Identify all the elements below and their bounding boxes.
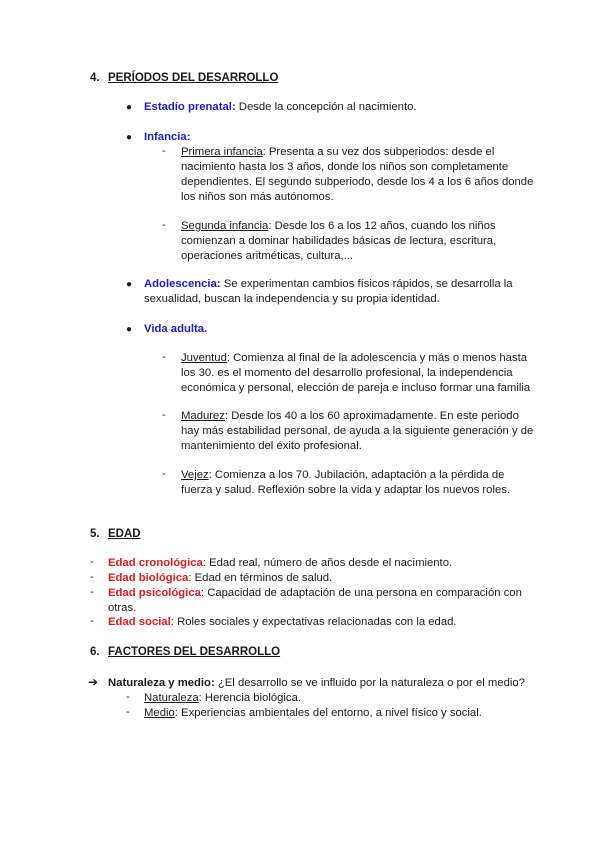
primera-infancia-line: dependientes. El segundo subperiodo, desde los 4 a los 6 años donde — [181, 176, 534, 188]
bullet-icon: ● — [126, 132, 133, 143]
naturaleza-text: : Herencia biológica. — [198, 692, 301, 704]
madurez-line: hay más estabilidad personal, de ayuda a la siguiente generación y de — [181, 425, 534, 437]
prenatal-text: Desde la concepción al nacimiento. — [235, 101, 417, 113]
edad-label: Edad psicológica — [108, 587, 201, 599]
edad-item — [108, 556, 452, 571]
section-number: 4. — [90, 72, 100, 84]
dash-marker: - — [90, 556, 94, 568]
segunda-infancia-item — [181, 219, 496, 264]
primera-infancia-term: Primera infancia — [181, 146, 263, 158]
madurez-item — [181, 409, 533, 454]
dash-marker: - — [90, 586, 94, 598]
edad-text: : Capacidad de adaptación de una persona en comparación con — [200, 587, 522, 599]
prenatal-item — [144, 100, 417, 115]
edad-item — [108, 586, 522, 616]
juventud-line: los 30. es el momento del desarrollo profesional, la independencia — [181, 367, 513, 379]
edad-item — [108, 571, 332, 586]
vida-adulta-label: Vida adulta. — [144, 323, 208, 335]
adolescencia-label: Adolescencia: — [144, 278, 221, 290]
adolescencia-line: sexualidad, buscan la independencia y su propia identidad. — [144, 293, 440, 305]
section-4-heading — [90, 72, 278, 84]
naturaleza-medio-text: ¿El desarrollo se ve influido por la naturaleza o por el medio? — [214, 677, 525, 689]
edad-text: : Roles sociales y expectativas relacionadas con la edad. — [170, 616, 457, 628]
primera-infancia-line: nacimiento hasta los 3 años, donde los niños son completamente — [181, 161, 509, 173]
juventud-item — [181, 351, 530, 396]
section-number: 6. — [90, 646, 100, 658]
naturaleza-item — [144, 691, 301, 706]
vejez-line: : Comienza a los 70. Jubilación, adaptación a la pérdida de — [208, 469, 505, 481]
dash-marker: - — [162, 351, 166, 363]
edad-text: : Edad en términos de salud. — [188, 572, 333, 584]
edad-text: : Edad real, número de años desde el nacimiento. — [202, 557, 453, 569]
segunda-infancia-term: Segunda infancia — [181, 220, 269, 232]
prenatal-label: Estadío prenatal: — [144, 101, 236, 113]
edad-text: otras. — [108, 602, 137, 614]
dash-marker: - — [162, 468, 166, 480]
naturaleza-term: Naturaleza — [144, 692, 199, 704]
bullet-icon: ● — [126, 324, 133, 335]
dash-marker: - — [90, 615, 94, 627]
edad-label: Edad biológica — [108, 572, 189, 584]
arrow-icon: ➔ — [88, 675, 99, 689]
segunda-infancia-line: : Desde los 6 a los 12 años, cuando los niños — [268, 220, 496, 232]
section-6-heading — [90, 646, 280, 658]
medio-term: Medio — [144, 707, 175, 719]
dash-marker: - — [126, 691, 130, 703]
vejez-line: fuerza y salud. Reflexión sobre la vida y adaptar los nuevos roles. — [181, 484, 511, 496]
dash-marker: - — [162, 409, 166, 421]
bullet-icon: ● — [126, 279, 133, 290]
madurez-line: mantenimiento del éxito profesional. — [181, 440, 362, 452]
bullet-icon: ● — [126, 102, 133, 113]
segunda-infancia-line: comienzan a dominar habilidades básicas de lectura, escritura, — [181, 235, 497, 247]
madurez-line: : Desde los 40 a los 60 aproximadamente. En este periodo — [224, 410, 519, 422]
medio-text: : Experiencias ambientales del entorno, a nivel físico y social. — [174, 707, 482, 719]
medio-item — [144, 706, 482, 721]
naturaleza-medio-item — [108, 676, 525, 691]
adolescencia-item — [144, 277, 513, 307]
infancia-label: Infancia: — [144, 131, 191, 143]
segunda-infancia-line: operaciones aritméticas, cultura,... — [181, 250, 354, 262]
adolescencia-line: Se experimentan cambios físicos rápidos, se desarrolla la — [220, 278, 513, 290]
dash-marker: - — [126, 706, 130, 718]
section-number: 5. — [90, 528, 100, 540]
vejez-item — [181, 468, 510, 498]
edad-item — [108, 615, 457, 630]
primera-infancia-line: los niños son más autónomos. — [181, 191, 334, 203]
vejez-term: Vejez — [181, 469, 209, 481]
madurez-term: Madurez — [181, 410, 225, 422]
edad-label: Edad social — [108, 616, 171, 628]
juventud-line: económica y personal, elección de pareja e incluso formar una familia — [181, 382, 531, 394]
dash-marker: - — [162, 219, 166, 231]
juventud-line: : Comienza al final de la adolescencia y más o menos hasta — [226, 352, 528, 364]
section-5-heading — [90, 528, 141, 540]
juventud-term: Juventud — [181, 352, 227, 364]
section-title: EDAD — [108, 528, 141, 540]
primera-infancia-item — [181, 145, 533, 205]
section-title: FACTORES DEL DESARROLLO — [108, 646, 281, 658]
dash-marker: - — [162, 145, 166, 157]
primera-infancia-line: : Presenta a su vez dos subperiodos: desde el — [262, 146, 495, 158]
edad-label: Edad cronológica — [108, 557, 203, 569]
naturaleza-medio-label: Naturaleza y medio: — [108, 677, 215, 689]
dash-marker: - — [90, 571, 94, 583]
section-title: PERÍODOS DEL DESARROLLO — [108, 72, 279, 84]
